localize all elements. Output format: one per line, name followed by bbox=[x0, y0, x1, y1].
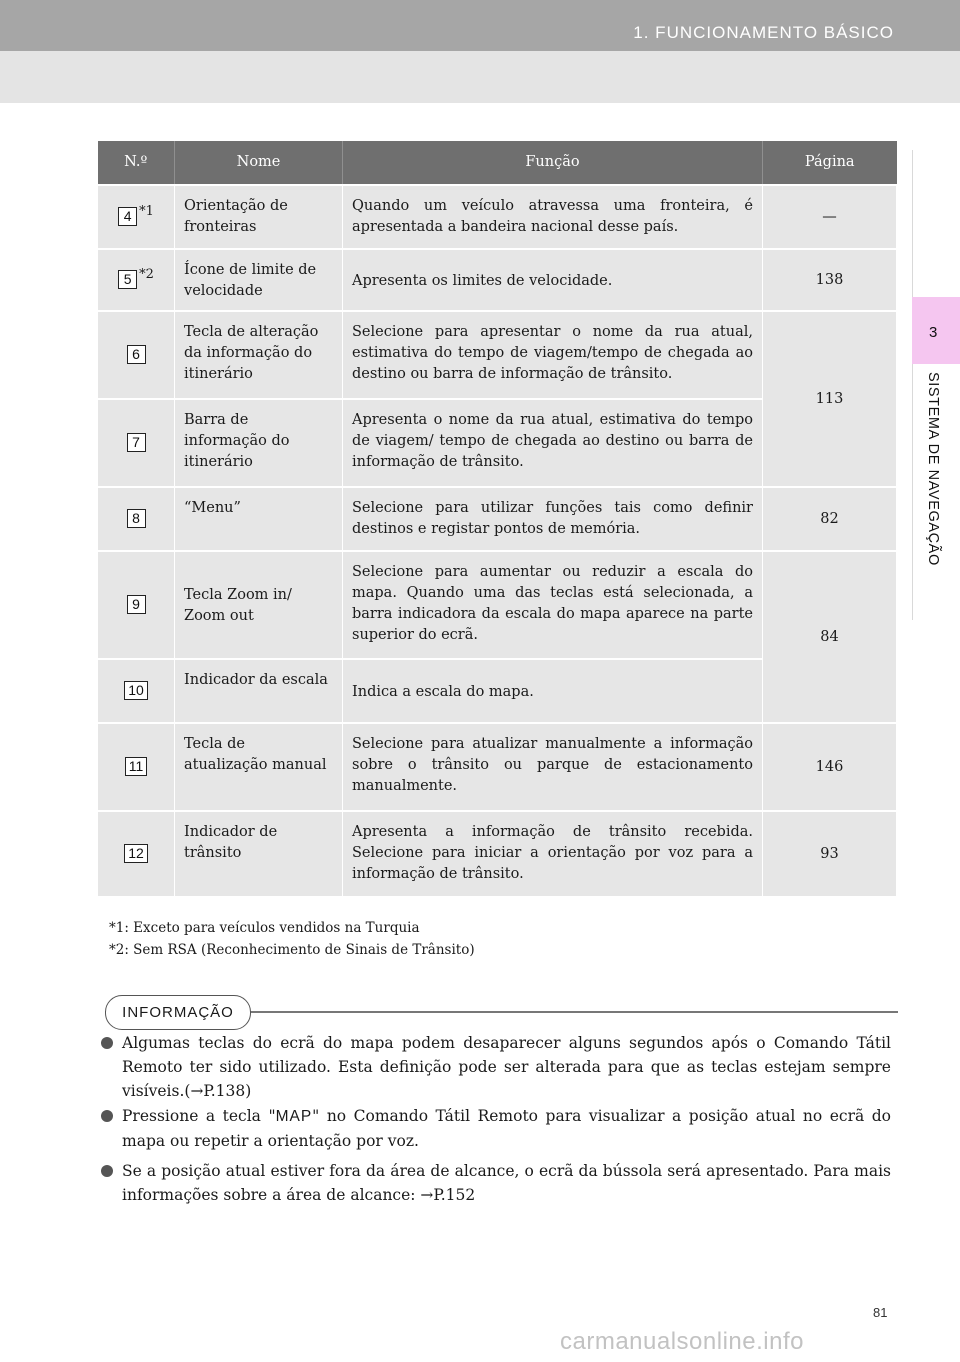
function-table bbox=[97, 141, 897, 898]
row-function: Selecione para atualizar manualmente a informação sobre o trânsito ou parque de estacionamento manualmente. bbox=[343, 723, 763, 811]
footnote-mark: *1 bbox=[109, 920, 125, 936]
row-function: Selecione para utilizar funções tais como definir destinos e registar pontos de memória. bbox=[343, 487, 763, 551]
bullet-text-part: Se a posição atual estiver fora da área de alcance, o ecrã da bússola será apresentado. Para mais informações sobre a área de alcance: →P.152 bbox=[122, 1162, 891, 1204]
number-badge: 5 bbox=[118, 270, 137, 289]
row-number-cell bbox=[98, 487, 175, 551]
side-divider bbox=[912, 150, 913, 620]
row-name: “Menu” bbox=[175, 487, 343, 551]
table-row bbox=[98, 723, 897, 811]
chapter-tab[interactable] bbox=[912, 297, 960, 364]
row-page: 113 bbox=[763, 311, 897, 487]
number-badge: 12 bbox=[124, 844, 148, 863]
chapter-title: SISTEMA DE NAVEGAÇÃO bbox=[925, 372, 941, 566]
row-page: 138 bbox=[763, 249, 897, 311]
row-number-cell bbox=[98, 249, 175, 311]
bullet-text-part: Algumas teclas do ecrã do mapa podem desaparecer alguns segundos após o Comando Tátil Remoto ter sido utilizado. Esta definição pode ser alterada para que as teclas estejam sempre visíveis.(→P.138) bbox=[122, 1034, 891, 1100]
col-header-function: Função bbox=[343, 141, 763, 185]
row-function: Apresenta o nome da rua atual, estimativa do tempo de viagem/ tempo de chegada ao destino ou barra de informação de trânsito. bbox=[343, 399, 763, 487]
footnote-text: : Sem RSA (Reconhecimento de Sinais de Trânsito) bbox=[124, 942, 475, 958]
footnote bbox=[109, 919, 420, 938]
row-name: Ícone de limite de velocidade bbox=[175, 249, 343, 311]
number-badge: 9 bbox=[127, 595, 146, 614]
row-name: Indicador da escala bbox=[175, 659, 343, 723]
row-page: 93 bbox=[763, 811, 897, 897]
info-bullet bbox=[101, 1104, 891, 1153]
number-badge: 10 bbox=[124, 681, 148, 700]
row-function: Indica a escala do mapa. bbox=[343, 659, 763, 723]
bullet-icon bbox=[101, 1165, 113, 1177]
row-function: Quando um veículo atravessa uma fronteira, é apresentada a bandeira nacional desse país. bbox=[343, 185, 763, 249]
info-bullet bbox=[101, 1031, 891, 1103]
section-title: 1. FUNCIONAMENTO BÁSICO bbox=[633, 23, 894, 42]
table-header-row bbox=[98, 141, 897, 185]
footnote-mark: *2 bbox=[109, 942, 125, 958]
header-band bbox=[0, 51, 960, 103]
bullet-icon bbox=[101, 1037, 113, 1049]
row-function: Selecione para apresentar o nome da rua atual, estimativa do tempo de viagem/tempo de chegada ao destino ou barra de informação de trânsito. bbox=[343, 311, 763, 399]
table-row bbox=[98, 811, 897, 897]
section-header-bar bbox=[0, 0, 960, 51]
col-header-number: N.º bbox=[98, 141, 175, 185]
number-badge: 4 bbox=[118, 207, 137, 226]
row-number-cell bbox=[98, 811, 175, 897]
row-page: 146 bbox=[763, 723, 897, 811]
bullet-text-part: Pressione a tecla " bbox=[122, 1107, 276, 1125]
row-page: 82 bbox=[763, 487, 897, 551]
row-number-cell bbox=[98, 185, 175, 249]
row-number-cell bbox=[98, 551, 175, 659]
row-number-cell bbox=[98, 399, 175, 487]
number-badge: 7 bbox=[127, 433, 146, 452]
bullet-icon bbox=[101, 1110, 113, 1122]
table-row bbox=[98, 185, 897, 249]
row-function: Selecione para aumentar ou reduzir a escala do mapa. Quando uma das teclas está selecionada, a barra indicadora da escala do mapa aparece na parte superior do ecrã. bbox=[343, 551, 763, 659]
info-label: INFORMAÇÃO bbox=[105, 995, 251, 1030]
row-name: Indicador de trânsito bbox=[175, 811, 343, 897]
row-name: Tecla de atualização manual bbox=[175, 723, 343, 811]
row-name: Tecla Zoom in/ Zoom out bbox=[175, 551, 343, 659]
footnote bbox=[109, 941, 475, 960]
bullet-text-part: " no Comando Tátil Remoto para visualizar a posição atual no ecrã do mapa ou repetir a orientação por voz. bbox=[122, 1107, 891, 1150]
table-row bbox=[98, 311, 897, 399]
table-row bbox=[98, 487, 897, 551]
bullet-text bbox=[122, 1104, 891, 1153]
number-badge: 6 bbox=[127, 345, 146, 364]
row-function: Apresenta os limites de velocidade. bbox=[343, 249, 763, 311]
number-badge: 11 bbox=[125, 757, 148, 776]
bullet-text bbox=[122, 1159, 891, 1207]
footnote-mark: *2 bbox=[139, 266, 154, 282]
footnote-mark: *1 bbox=[139, 203, 154, 219]
row-page: 84 bbox=[763, 551, 897, 723]
table-row bbox=[98, 551, 897, 659]
row-number-cell bbox=[98, 311, 175, 399]
footnote-text: : Exceto para veículos vendidos na Turquia bbox=[124, 920, 420, 936]
chapter-number: 3 bbox=[929, 324, 938, 341]
row-name: Orientação de fronteiras bbox=[175, 185, 343, 249]
info-bullet bbox=[101, 1159, 891, 1207]
map-key-label: MAP bbox=[275, 1108, 313, 1125]
col-header-page: Página bbox=[763, 141, 897, 185]
page-number: 81 bbox=[873, 1305, 888, 1320]
row-page: — bbox=[763, 185, 897, 249]
table-row bbox=[98, 249, 897, 311]
row-name: Barra de informação do itinerário bbox=[175, 399, 343, 487]
row-function: Apresenta a informação de trânsito recebida. Selecione para iniciar a orientação por voz para a informação de trânsito. bbox=[343, 811, 763, 897]
bullet-text bbox=[122, 1031, 891, 1103]
row-name: Tecla de alteração da informação do itinerário bbox=[175, 311, 343, 399]
number-badge: 8 bbox=[127, 509, 146, 528]
row-number-cell bbox=[98, 723, 175, 811]
col-header-name: Nome bbox=[175, 141, 343, 185]
row-number-cell bbox=[98, 659, 175, 723]
watermark-text: carmanualsonline.info bbox=[560, 1328, 804, 1355]
